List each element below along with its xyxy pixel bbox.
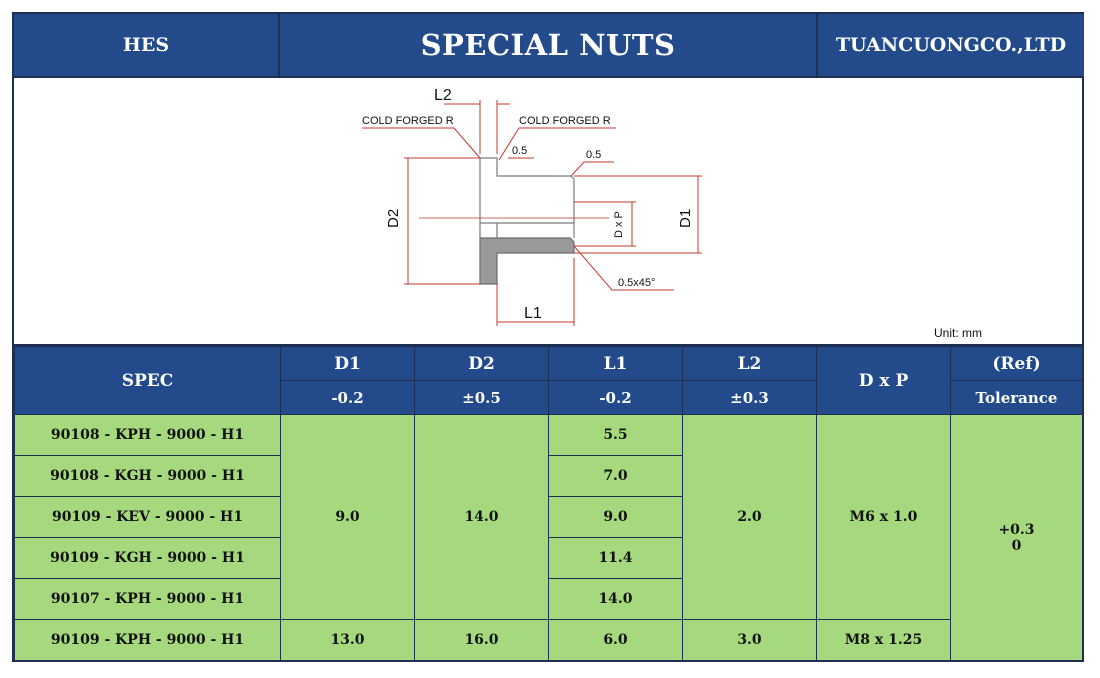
l1-label: L1 (524, 305, 542, 322)
dxp-cell: M6 x 1.0 (817, 415, 951, 620)
spec-cell: 90108 - KPH - 9000 - H1 (15, 415, 281, 456)
spec-cell: 90109 - KEV - 9000 - H1 (15, 497, 281, 538)
l2-label: L2 (434, 87, 452, 104)
d2-cell: 16.0 (415, 620, 549, 661)
spec-header: SPEC (15, 347, 281, 415)
col-dxp-header: D x P (817, 347, 951, 415)
l1-cell: 5.5 (549, 415, 683, 456)
cold-forged-left-label: COLD FORGED R (362, 115, 454, 127)
spec-cell: 90108 - KGH - 9000 - H1 (15, 456, 281, 497)
company-name: TUANCUONGCO.,LTD (818, 14, 1084, 76)
page-title: SPECIAL NUTS (280, 14, 818, 76)
l1-cell: 7.0 (549, 456, 683, 497)
tolerance-lower: 0 (1011, 537, 1022, 554)
nut-section (419, 158, 609, 284)
table-row (15, 415, 1083, 456)
col-d2-tolerance: ±0.5 (415, 381, 549, 415)
col-ref-tolerance: Tolerance (951, 381, 1083, 415)
l2-cell: 3.0 (683, 620, 817, 661)
dxp-dimension (574, 202, 636, 246)
radius-label-1: 0.5 (512, 145, 528, 157)
spec-cell: 90109 - KGH - 9000 - H1 (15, 538, 281, 579)
radius-label-2: 0.5 (586, 149, 602, 161)
col-l1-header: L1 (549, 347, 683, 381)
table-row (15, 620, 1083, 661)
unit-label: Unit: mm (934, 326, 982, 340)
l1-cell: 6.0 (549, 620, 683, 661)
l1-cell: 14.0 (549, 579, 683, 620)
technical-drawing (14, 76, 1082, 346)
d1-cell: 13.0 (281, 620, 415, 661)
nut-drawing-svg (14, 78, 1082, 346)
d1-cell: 9.0 (281, 415, 415, 620)
col-l2-header: L2 (683, 347, 817, 381)
col-d1-tolerance: -0.2 (281, 381, 415, 415)
d2-cell: 14.0 (415, 415, 549, 620)
tolerance-upper: +0.3 (998, 521, 1035, 538)
tolerance-cell (951, 415, 1083, 661)
col-d2-header: D2 (415, 347, 549, 381)
d1-label: D1 (677, 208, 694, 228)
chamfer-label: 0.5x45° (618, 277, 656, 289)
col-ref-header: (Ref) (951, 347, 1083, 381)
d2-dimension (404, 158, 480, 284)
l1-cell: 11.4 (549, 538, 683, 579)
spec-sheet (12, 12, 1084, 662)
l1-cell: 9.0 (549, 497, 683, 538)
spec-table (14, 346, 1083, 661)
col-l2-tolerance: ±0.3 (683, 381, 817, 415)
d2-label: D2 (385, 208, 402, 228)
spec-cell: 90109 - KPH - 9000 - H1 (15, 620, 281, 661)
l2-cell: 2.0 (683, 415, 817, 620)
dxp-cell: M8 x 1.25 (817, 620, 951, 661)
dxp-label: D x P (613, 211, 625, 238)
header-left-label: HES (14, 14, 280, 76)
l2-dimension (444, 100, 510, 154)
col-d1-header: D1 (281, 347, 415, 381)
cold-forged-right-label: COLD FORGED R (519, 115, 611, 127)
spec-cell: 90107 - KPH - 9000 - H1 (15, 579, 281, 620)
col-l1-tolerance: -0.2 (549, 381, 683, 415)
